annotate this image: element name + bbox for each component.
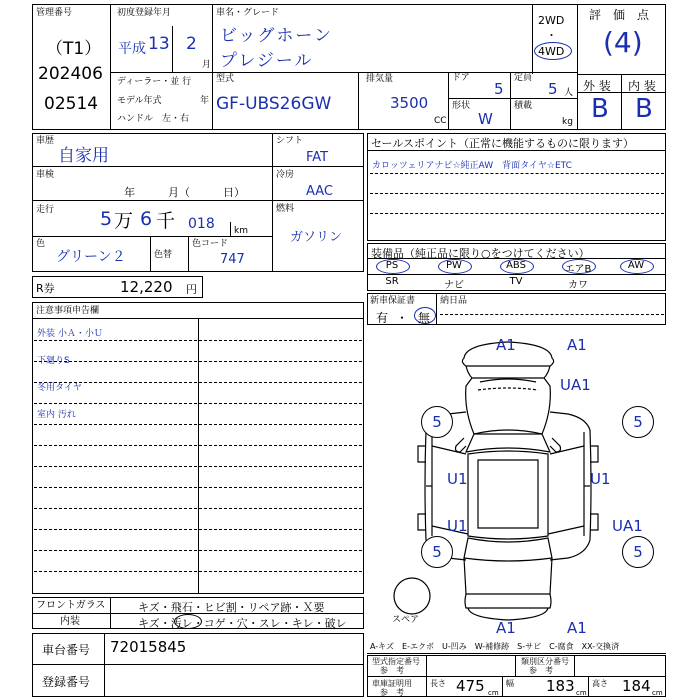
displacement-unit: CC — [434, 116, 447, 126]
damage-legend: A-キズ E-エクボ U-凹み W-補修跡 S-サビ C-腐食 XX-交換済 — [370, 642, 620, 651]
length-unit: cm — [488, 689, 499, 697]
spare-label: スペア — [392, 615, 420, 625]
recycle-unit: 円 — [186, 283, 197, 296]
dealer-label: ディーラー・並 行 — [117, 77, 192, 87]
sales-points-label: セールスポイント（正常に機能するものに限ります） — [371, 137, 635, 150]
color-code-label: 色コード — [192, 239, 229, 249]
model-year-unit: 年 — [200, 96, 210, 106]
car-name-label: 車名・グレード — [216, 8, 280, 18]
notes-line — [34, 424, 362, 425]
interior-label: 内 装 — [628, 79, 656, 93]
notes-line — [34, 571, 362, 572]
notes-item: 冬用タイヤ — [37, 383, 82, 393]
height-value: 184 — [622, 677, 651, 695]
exterior-label: 外 装 — [583, 79, 611, 93]
notes-label: 注意事項申告欄 — [36, 306, 100, 316]
color-code: 747 — [220, 252, 245, 267]
color-label: 色 — [36, 239, 46, 249]
rating-label: 評 価 点 — [589, 8, 650, 22]
notes-line — [34, 403, 362, 404]
damage-mark: UA1 — [612, 517, 643, 535]
notes-line — [34, 466, 362, 467]
warranty-yes: 有 — [376, 311, 389, 325]
recycle-value: 12,220 — [120, 278, 173, 296]
equipment-circle — [562, 259, 596, 274]
warranty-sep: ・ — [396, 311, 409, 325]
notes-item: 下廻りS — [37, 356, 70, 366]
equipment-item: PW — [446, 260, 462, 271]
mileage-man-value: 5 — [100, 208, 113, 230]
damage-mark-circle: 5 — [622, 406, 654, 438]
equipment-label: 装備品（純正品に限り○をつけてください） — [371, 247, 590, 260]
damage-mark-circle: 5 — [421, 536, 453, 568]
equipment-circle — [376, 259, 410, 274]
width-value: 183 — [546, 677, 575, 695]
height-unit: cm — [652, 689, 663, 697]
shape-value: W — [478, 110, 493, 128]
car-name-line1: ビッグホーン — [220, 26, 333, 46]
category-number-ref: 参 考 — [529, 666, 553, 675]
management-label: 管理番号 — [36, 8, 73, 18]
doors-label: ドア — [452, 73, 470, 83]
registration-era: 平成 — [118, 41, 146, 57]
mileage-label: 走行 — [36, 205, 55, 215]
fuel-label: 燃料 — [276, 204, 295, 214]
length-label: 長さ — [430, 679, 446, 688]
windshield-label: フロントガラス — [36, 600, 106, 611]
displacement-value: 3500 — [390, 94, 429, 112]
model-label: 型式 — [216, 74, 235, 84]
rating-value: (4) — [603, 26, 643, 59]
aircon-label: 冷房 — [276, 170, 295, 180]
interior-row-options: キズ・汚レ・コゲ・穴・スレ・キレ・破レ — [138, 617, 347, 630]
chassis-value: 72015845 — [110, 638, 187, 656]
exterior-score: B — [591, 94, 609, 124]
top-frame — [32, 4, 666, 130]
notes-line — [34, 550, 362, 551]
color-value: グリーン２ — [56, 249, 126, 265]
damage-mark: U1 — [590, 470, 611, 488]
equipment-circle — [620, 259, 654, 274]
registration-month-unit: 月 — [202, 60, 212, 70]
equipment-item: ナビ — [444, 280, 464, 291]
model-value: GF-UBS26GW — [216, 94, 332, 114]
cert-label: 車庫証明用 — [372, 679, 412, 688]
capacity-unit: 人 — [564, 88, 574, 98]
equipment-item: エアB — [564, 264, 592, 275]
width-label: 幅 — [506, 679, 514, 688]
interior-row-label: 内装 — [60, 616, 80, 627]
doors-value: 5 — [494, 80, 504, 98]
aircon-value: AAC — [306, 184, 333, 199]
delivery-label: 納日品 — [440, 296, 468, 306]
mileage-man-unit: 万 — [114, 210, 134, 232]
management-line2: 202406 — [38, 64, 103, 84]
load-label: 積載 — [514, 101, 533, 111]
notes-line — [34, 529, 362, 530]
equipment-circle — [438, 259, 472, 274]
recycle-label: R券 — [36, 282, 55, 295]
type-designation-ref: 参 考 — [380, 666, 404, 675]
category-number-label: 類別区分番号 — [521, 657, 569, 666]
equipment-item: カワ — [568, 280, 588, 291]
handle-label: ハンドル 左・右 — [117, 114, 190, 124]
history-label: 車歴 — [36, 136, 55, 146]
notes-item: 外装 小Ａ・小Ｕ — [37, 329, 103, 339]
chassis-label: 車台番号 — [42, 643, 91, 657]
width-unit: cm — [576, 689, 587, 697]
drive-2wd: 2WD — [538, 14, 565, 27]
sales-points-text: カロッツェリアナビ☆純正AW 背面タイヤ☆ETC — [372, 161, 572, 171]
damage-mark: UA1 — [560, 376, 591, 394]
management-line1: （T1） — [46, 39, 102, 59]
damage-mark: A1 — [496, 619, 516, 637]
capacity-label: 定員 — [514, 73, 533, 83]
interior-score: B — [635, 94, 653, 124]
mileage-sen-value: 6 — [140, 208, 153, 230]
damage-mark: A1 — [567, 619, 587, 637]
equipment-item: AW — [627, 260, 645, 271]
fuel-value: ガソリン — [290, 230, 343, 245]
registration-month: 2 — [186, 34, 197, 54]
equipment-item: ABS — [506, 260, 526, 271]
damage-mark: U1 — [447, 470, 468, 488]
windshield-options: キズ・飛石・ヒビ割・リペア跡・Ｘ要 — [138, 601, 325, 614]
car-diagram — [368, 326, 668, 638]
registration-year: 13 — [148, 34, 170, 54]
drive-4wd: 4WD — [538, 45, 565, 58]
damage-mark: U1 — [447, 517, 468, 535]
shift-value: FAT — [306, 150, 329, 165]
damage-mark: A1 — [496, 336, 516, 354]
history-value: 自家用 — [58, 146, 109, 166]
notes-line — [34, 508, 362, 509]
notes-line — [34, 340, 362, 341]
load-unit: kg — [562, 117, 573, 127]
color-change-label: 色替 — [154, 250, 173, 260]
shape-label: 形状 — [452, 101, 471, 111]
shift-label: シフト — [276, 136, 304, 146]
first-registration-label: 初度登録年月 — [117, 8, 172, 18]
notes-line — [34, 445, 362, 446]
displacement-label: 排気量 — [366, 74, 394, 84]
capacity-value: 5 — [548, 80, 558, 98]
mileage-sen-unit: 千 — [156, 210, 176, 232]
damage-mark-circle: 5 — [421, 406, 453, 438]
inspection-label: 車検 — [36, 170, 55, 180]
registration-label: 登録番号 — [42, 675, 91, 689]
cert-ref: 参 考 — [380, 688, 404, 697]
notes-line — [34, 361, 362, 362]
car-name-line2: プレジール — [220, 51, 314, 71]
type-designation-label: 型式指定番号 — [372, 657, 420, 666]
equipment-item: PS — [385, 260, 399, 271]
recycle-frame — [32, 276, 203, 298]
drive-dot: ・ — [546, 29, 557, 42]
model-year-label: モデル年式 — [117, 96, 162, 106]
damage-mark: A1 — [567, 336, 587, 354]
warranty-label: 新車保証書 — [370, 296, 416, 306]
notes-item: 室内 汚れ — [37, 410, 76, 420]
mileage-unit: km — [234, 226, 248, 236]
equipment-item: SR — [385, 276, 399, 287]
notes-line — [34, 487, 362, 488]
height-label: 高さ — [592, 679, 608, 688]
inspection-text: 年 月（ 日） — [124, 186, 245, 199]
notes-line — [34, 382, 362, 383]
length-value: 475 — [456, 677, 485, 695]
equipment-item: TV — [509, 276, 523, 287]
damage-mark-circle: 5 — [622, 536, 654, 568]
mileage-rest: 018 — [188, 216, 215, 232]
equipment-circle — [500, 259, 534, 274]
management-line3: 02514 — [44, 94, 99, 114]
warranty-no: 無 — [418, 311, 431, 325]
